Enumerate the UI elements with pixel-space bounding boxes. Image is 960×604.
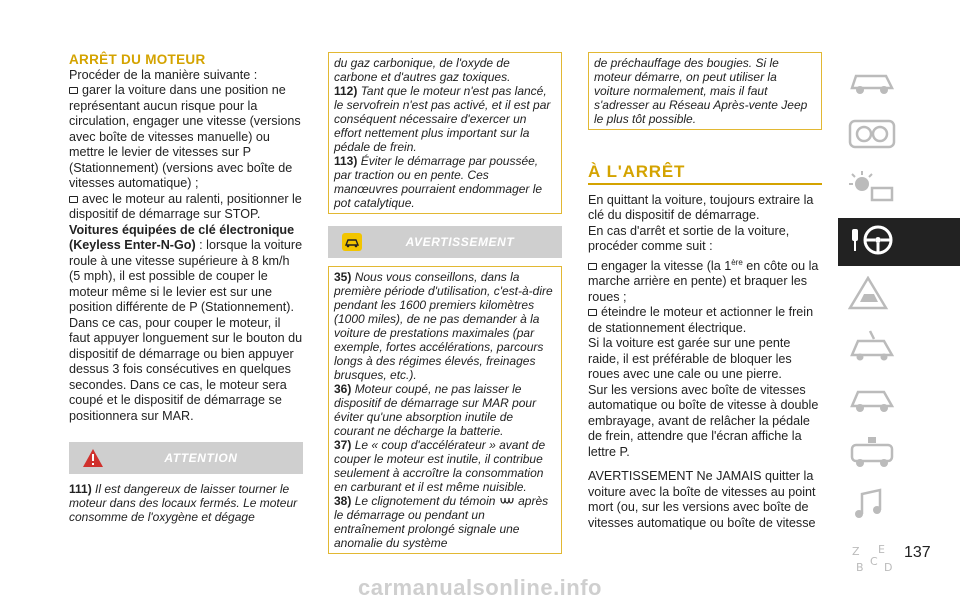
list-item (69, 83, 303, 192)
list-item (69, 192, 303, 223)
note-113 (334, 154, 556, 210)
intro-text: Procéder de la manière suivante : (69, 67, 258, 82)
note-number: 111) (69, 482, 92, 496)
paragraph: En cas d'arrêt et sortie de la voiture, procéder comme suit : (588, 223, 790, 253)
keyless-label: Voitures équipées de clé électronique (Keyless Enter-N-Go) (69, 222, 295, 252)
note-number: 112) (334, 84, 358, 98)
note-112 (334, 84, 556, 154)
list-item-text: en côte ou la marche arrière en pente) et braquer les roues ; (588, 258, 819, 304)
attention-title: ATTENTION (164, 451, 238, 465)
note-number: 35) (334, 270, 352, 284)
paragraph: Sur les versions avec boîte de vitesses automatique ou boîte de vitesse à double embrayage, avant de relâcher la pédale de frein, attendre que l'écran affiche la lettre P. (588, 382, 819, 459)
note-text: Le « coup d'accélérateur » avant de couper le moteur est inutile, il contribue seulement à accroître la consommation en carburant et il est même nuisible. (334, 438, 546, 494)
section-heading-engine-stop: ARRÊT DU MOTEUR (69, 52, 206, 67)
column-1 (69, 52, 303, 524)
warning-triangle-car-icon (848, 276, 896, 315)
tab-dashboard[interactable] (838, 112, 960, 160)
list-item-text: engager la vitesse (la 1 (601, 258, 732, 273)
superscript: ère (731, 257, 743, 267)
tab-car-overview[interactable] (838, 59, 960, 107)
box-continued-text: du gaz carbonique, de l'oxyde de carbone et d'autres gaz toxiques. (334, 56, 511, 84)
column-2 (328, 56, 562, 554)
tab-starting-driving[interactable] (838, 218, 960, 266)
warning-box-continued (588, 52, 822, 130)
note-number: 36) (334, 382, 352, 396)
watermark: carmanualsonline.info (358, 575, 602, 600)
tab-technical-data[interactable] (838, 430, 960, 478)
note-38 (334, 494, 556, 550)
note-36 (334, 382, 556, 438)
index-letters-icon (848, 541, 896, 580)
chapter-sidebar (838, 59, 960, 589)
attention-banner (69, 442, 303, 474)
note-number: 38) (334, 494, 352, 508)
warning-banner (328, 226, 562, 258)
svg-text:C: C (870, 554, 878, 568)
steering-key-icon (848, 223, 896, 262)
list-item (588, 305, 822, 336)
list-item-text: éteindre le moteur et actionner le frein de stationnement électrique. (588, 305, 814, 335)
note-text: Il est dangereux de laisser tourner le moteur dans des locaux fermés. Le moteur consomme de l'oxygène et dégage (69, 482, 298, 524)
keyless-text: : lorsque la voiture roule à une vitesse supérieure à 8 km/h (5 mph), il est possible de couper le moteur même si le levier est sur une position différente de P (Stationnement). Dans ce cas, pour couper le moteur, il faut appuyer longuement sur le bouton du dispositif de démarrage ou bien appuyer dessus 3 fois consécutives en quelques secondes. Dans ce cas, le moteur sera coupé et le dispositif de démarrage se positionnera sur MAR. (69, 238, 303, 423)
tab-multimedia[interactable] (838, 483, 960, 531)
list-item (588, 255, 822, 306)
note-text: Moteur coupé, ne pas laisser le dispositif de démarrage sur MAR pour éviter qu'une absorption inutile de courant ne décharge la batterie. (334, 382, 537, 438)
note-35 (334, 270, 556, 382)
tab-warning-lights[interactable] (838, 271, 960, 319)
bullet-icon (69, 87, 78, 94)
note-number: 113) (334, 154, 358, 168)
car-maintenance-icon (848, 382, 896, 421)
keyless-paragraph (69, 223, 303, 425)
box-continued-text: de préchauffage des bougies. Si le moteur démarre, on peut utiliser la voiture normalement, mais il faut s'adresser au Réseau Après-vente Jeep le plus tôt possible. (594, 56, 808, 126)
warning-title: AVERTISSEMENT (405, 235, 515, 249)
note-text: Éviter le démarrage par poussée, par traction ou en pente. Ces manœuvres pourraient endommager le pot catalytique. (334, 154, 543, 210)
paragraph: Si la voiture est garée sur une pente raide, il est préférable de bloquer les roues avec une cale ou une pierre. (588, 336, 792, 382)
note-number: 37) (334, 438, 352, 452)
svg-text:B: B (856, 560, 864, 574)
bullet-icon (69, 196, 78, 203)
svg-text:Z: Z (852, 544, 860, 558)
note-text: Nous vous conseillons, dans la première période d'utilisation, c'est-à-dire pendant les 1600 premiers kilomètres (1000 miles), de ne pas demander à la voiture de prestations maximales (par exemple, fortes accélérations, parcours longs à des régimes élevés, freinages brusques, etc.). (334, 270, 553, 382)
emergency-car-icon (848, 329, 896, 368)
svg-text:D: D (884, 560, 893, 574)
tab-emergency[interactable] (838, 324, 960, 372)
paragraph: AVERTISSEMENT Ne JAMAIS quitter la voiture avec la boîte de vitesses au point mort (ou, sur les versions avec boîte de vitesses automatique ou boîte de vitesse (588, 469, 816, 530)
note-text: après le démarrage ou pendant un entraînement prolongé signale une anomalie du système (334, 494, 549, 550)
attention-box-continued (328, 52, 562, 214)
svg-text:E: E (878, 542, 885, 556)
glow-plug-warning-icon (499, 494, 515, 508)
dashboard-gauge-icon (848, 117, 896, 156)
warning-box (328, 266, 562, 554)
bullet-icon (588, 309, 597, 316)
tab-lights[interactable] (838, 165, 960, 213)
tab-maintenance[interactable] (838, 377, 960, 425)
note-111 (69, 482, 303, 524)
note-text: Le clignotement du témoin (354, 494, 499, 508)
car-overview-icon (848, 64, 896, 103)
technical-data-car-icon (848, 435, 896, 474)
note-37 (334, 438, 556, 494)
list-item-text: garer la voiture dans une position ne représentant aucun risque pour la circulation, engager une vitesse (versions avec boîte de vitesses manuelle) ou mettre le levier de vitesses sur P (Stationnement) (versions avec boîte de vitesses automatique) ; (69, 83, 301, 190)
list-item-text: avec le moteur au ralenti, positionner le dispositif de démarrage sur STOP. (69, 191, 302, 221)
bullet-icon (588, 263, 597, 270)
column-3 (588, 56, 822, 531)
page-number: 137 (904, 544, 931, 561)
section-heading-parking: À L'ARRÊT (588, 164, 822, 185)
multimedia-icon (848, 488, 896, 527)
paragraph: En quittant la voiture, toujours extraire la clé du dispositif de démarrage. (588, 192, 814, 222)
note-text: Tant que le moteur n'est pas lancé, le servofrein n'est pas activé, et il est par conséquent nécessaire d'exercer un effort nettement plus important sur la pédale de frein. (334, 84, 551, 154)
lights-weather-icon (848, 170, 896, 209)
